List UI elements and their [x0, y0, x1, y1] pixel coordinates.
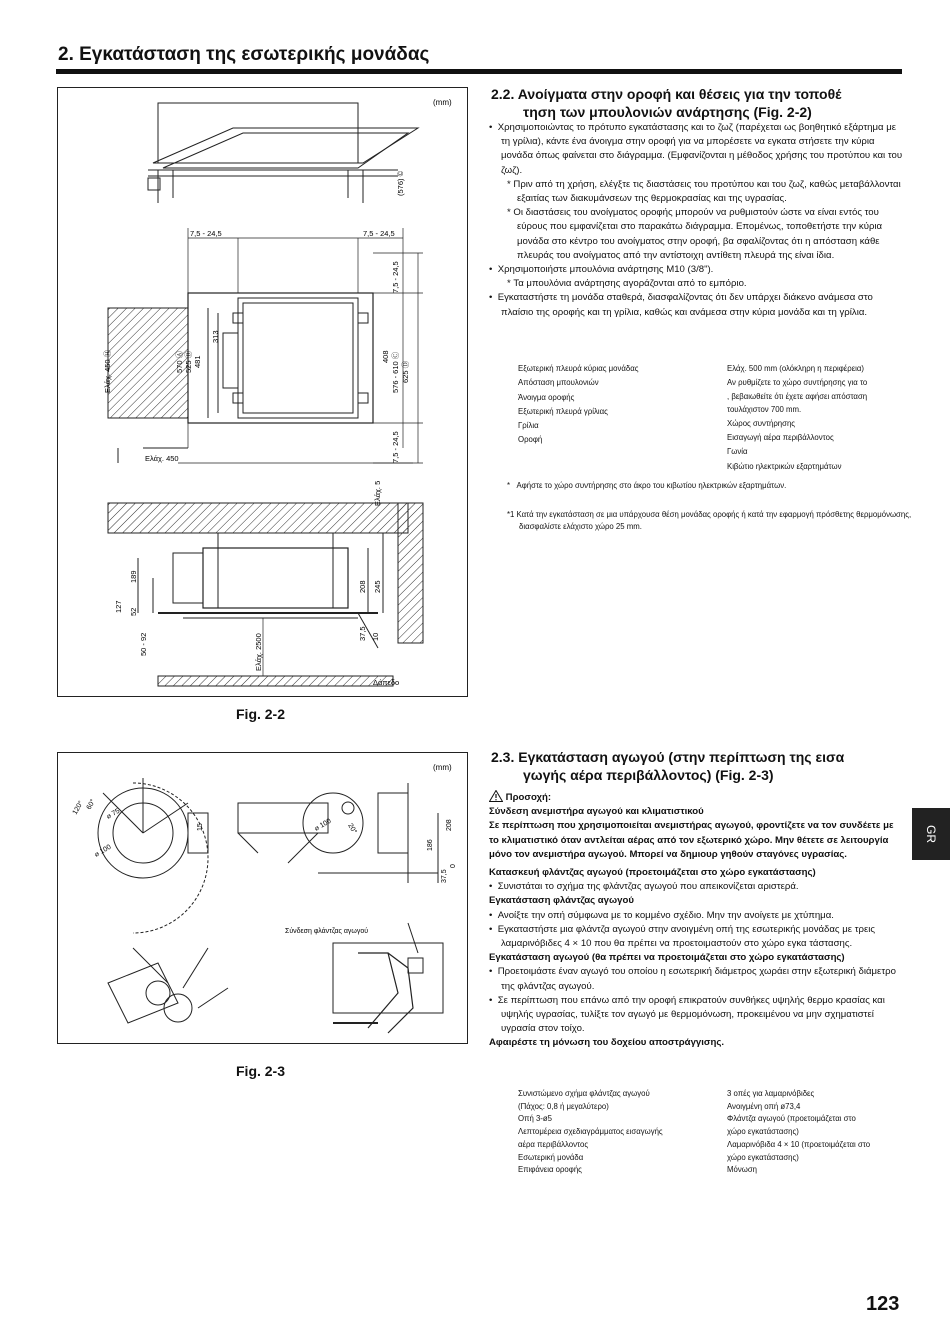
- dim-phi100b: ⌀ 100: [313, 817, 333, 833]
- dim-576: (576) ©: [396, 170, 405, 196]
- section-2-3-heading-line1: 2.3. Εγκατάσταση αγωγού (στην περίπτωση της εισα: [491, 749, 845, 765]
- legend-item: Εισαγωγή αέρα περιβάλλοντος: [727, 433, 834, 443]
- legend-item: Κιβώτιο ηλεκτρικών εξαρτημάτων: [727, 461, 842, 471]
- dim-481: 481: [193, 355, 202, 368]
- dim-313: 313: [211, 330, 220, 343]
- caution-block: [489, 790, 904, 805]
- legend-item: Χώρος συντήρησης: [727, 418, 796, 428]
- angle-60: 60°: [85, 798, 98, 811]
- bullet-template-text: Χρησιμοποιώντας το πρότυπο εγκατάστασης και το ζωζ (παρέχεται ως βοηθητικό εξάρτημα με τη γρίλια), κάντε ένα άνοιγμα στην οροφή για να μπορέσετε να εγκατα στήσετε την κύρια μονάδα όπως φαίνεται στο διάγραμμα. (Εμφανίζονται η μέθοδος χρήσης του προτύπου και του ζωζ).: [497, 122, 903, 176]
- sub-note-opening-range-text: Οι διαστάσεις του ανοίγματος οροφής μπορούν να ρυθμιστούν ώστε να είναι εντός του εύρους που εμφανίζεται στο παρακάτω διάγραμμα. Επομένως, τοποθετήστε την κύρια μονάδα στο κέντρο του ανοίγματος στην οροφή, βα σφαλίζοντας ότι η απόσταση κάθε πλευράς του ανοίγματος από την αντίστοιχη αντίθετη πλευρά της είναι ίδια.: [513, 207, 883, 261]
- dim-37-5: 37,5: [358, 626, 367, 641]
- bullet-fixing-text: Εγκαταστήστε τη μονάδα σταθερά, διασφαλίζοντας ότι δεν υπάρχει διάκενο ανάμεσα στο πλαίσιο της οροφής και τη γρίλια, καθώς και ανάμεσα στην κύρια μονάδα και τη γρίλια.: [497, 292, 873, 318]
- bullet-bolts: • Χρησιμοποιήστε μπουλόνια ανάρτησης M10 (3/8").: [489, 264, 714, 276]
- legend-item: Γρίλια: [518, 421, 539, 431]
- legend-item: χώρο εγκατάστασης): [727, 1127, 799, 1137]
- bullet-template: • Χρησιμοποιώντας το πρότυπο εγκατάστασης και το ζωζ (παρέχεται ως βοηθητικό εξάρτημα με τη γρίλια), κάντε ένα άνοιγμα στην οροφή για να μπορέσετε να εγκατα στήσετε την κύρια μονάδα όπως φαίνεται στο διάγραμμα. (Εμφανίζονται η μέθοδος χρήσης του προτύπου και του ζωζ).: [489, 122, 903, 176]
- dim-208: 208: [358, 580, 367, 593]
- floor-label: Δάπεδο: [373, 678, 400, 687]
- dim-245: 245: [373, 580, 382, 593]
- dim-phi75: ⌀ 75: [105, 807, 122, 821]
- bullet-bolts-text: Χρησιμοποιήστε μπουλόνια ανάρτησης M10 (3/8").: [497, 264, 714, 276]
- bullet-install-flange: • Εγκαταστήστε μια φλάντζα αγωγού στην ανοιγμένη οπή της εσωτερικής μονάδας με τρεις λαμαρινόβιδες 4 × 10 που θα πρέπει να προετοιμαστούν στο χώρο εγκα τάστασης.: [489, 923, 875, 950]
- caution-subtitle: Σύνδεση ανεμιστήρα αγωγού και κλιματιστικού: [489, 806, 704, 818]
- dim-570: 570 Ⓐ: [175, 350, 184, 373]
- section-2-2-body: [489, 121, 904, 320]
- bullet-insulation-text: Σε περίπτωση που επάνω από την οροφή επικρατούν συνθήκες υψηλής θερμο κρασίας και υψηλής υγρασίας, τυλίξτε τον αγωγό με θερμομόνωση, προκειμένου να μην σχηματιστεί υγρασία στον τοίχο.: [497, 994, 885, 1035]
- section-2-3-heading: [491, 748, 906, 784]
- figure-2-2-drawing: [58, 88, 467, 696]
- fig23-legend-left: [518, 1088, 718, 1177]
- heading-flange-make: Κατασκευή φλάντζας αγωγού (προετοιμάζεται στο χώρο εγκατάστασης): [489, 867, 816, 879]
- fig22-unit: (mm): [433, 98, 452, 107]
- bullet-fixing: • Εγκαταστήστε τη μονάδα σταθερά, διασφαλίζοντας ότι δεν υπάρχει διάκενο ανάμεσα στο πλαίσιο της οροφής και τη γρίλια, καθώς και ανάμεσα στην κύρια μονάδα και τη γρίλια.: [489, 292, 873, 318]
- legend-item: Απόσταση μπουλονιών: [518, 378, 599, 388]
- dim-208-b: 208: [446, 819, 453, 831]
- dim-7524-c: 7,5 - 24,5: [391, 261, 400, 293]
- angle-120: 120°: [71, 799, 85, 816]
- dim-10: 10: [371, 632, 380, 641]
- fig22-legend-right: [727, 362, 905, 474]
- note-1: *1 Κατά την εγκατάσταση σε μια υπάρχουσα θέση μονάδας οροφής ή κατά την εφαρμογή πρόσθετης θερμομόνωσης, διασφαλίστε ελάχιστο χώρο 25 mm.: [507, 510, 912, 531]
- sub-note-check-dimensions: * Πριν από τη χρήση, ελέγξτε τις διαστάσεις του προτύπου και του ζωζ, καθώς μεταβάλλονται εξαιτίας των διακυμάνσεων της θερμοκρασίας και της υγρασίας.: [507, 178, 901, 205]
- fig23-unit: (mm): [433, 763, 452, 772]
- legend-item: 3 οπές για λαμαρινόβιδες: [727, 1089, 815, 1098]
- fig23-legend-right: [727, 1088, 905, 1177]
- flange-shape: [98, 778, 208, 933]
- legend-item: Εσωτερική μονάδα: [518, 1152, 584, 1162]
- dim-37-5-b: 37,5: [441, 869, 448, 883]
- dim-7524-a: 7,5 - 24,5: [190, 229, 222, 238]
- legend-item: Ανοιγμένη οπή ø73,4: [727, 1101, 801, 1111]
- bullet-insulation: • Σε περίπτωση που επάνω από την οροφή επικρατούν συνθήκες υψηλής θερμο κρασίας και υψηλής υγρασίας, τυλίξτε τον αγωγό με θερμομόνωση, προκειμένου να μην σχηματιστεί υγρασία στον τοίχο.: [489, 994, 885, 1035]
- legend-item: Γωνία: [727, 447, 748, 457]
- legend-item: τουλάχιστον 700 mm.: [727, 404, 802, 414]
- plan-dimension-lines: [178, 228, 423, 463]
- legend-item: Άνοιγμα οροφής: [518, 392, 575, 402]
- legend-item: χώρο εγκατάστασης): [727, 1152, 799, 1162]
- flange-connection-label: Σύνδεση φλάντζας αγωγού: [285, 928, 369, 935]
- note-1-text: Κατά την εγκατάσταση σε μια υπάρχουσα θέση μονάδας οροφής ή κατά την εφαρμογή πρόσθετης θερμομόνωσης, διασφαλίστε ελάχιστο χώρο 25 mm.: [516, 510, 912, 531]
- legend-item: Οροφή: [518, 435, 543, 445]
- sub-note-opening-range: * Οι διαστάσεις του ανοίγματος οροφής μπορούν να ρυθμιστούν ώστε να είναι εντός του εύρους που εμφανίζεται στο παρακάτω διάγραμμα. Επομένως, τοποθετήστε την κύρια μονάδα στο κέντρο του ανοίγματος στην οροφή, βα σφαλίζοντας ότι η απόσταση κάθε πλευράς του ανοίγματος από την αντίστοιχη αντίθετη πλευρά της είναι ίδια.: [507, 207, 883, 261]
- page-title: 2. Εγκατάσταση της εσωτερικής μονάδας: [58, 44, 430, 65]
- caution-title: Προσοχή:: [505, 792, 552, 803]
- dim-elax5: Ελάχ. 5: [373, 480, 382, 506]
- legend-item: Αν ρυθμίζετε το χώρο συντήρησης για το: [727, 378, 868, 388]
- figure-2-3: [57, 752, 468, 1044]
- floor-hatch: [158, 676, 393, 686]
- dim-phi100: ⌀ 100: [93, 843, 113, 859]
- ceiling-slab: [108, 503, 408, 533]
- legend-item: Επιφάνεια οροφής: [518, 1165, 582, 1175]
- bullet-prepare-duct: • Προετοιμάστε έναν αγωγό του οποίου η εσωτερική διάμετρος χωράει στην εξωτερική διάμετρο της φλάντζας αγωγού.: [489, 966, 896, 992]
- language-tab: [912, 808, 950, 860]
- warning-icon: [489, 790, 503, 802]
- legend-item: Μόνωση: [727, 1165, 757, 1175]
- legend-item: Εξωτερική πλευρά γρίλιας: [518, 406, 608, 416]
- note-service-space-text: Αφήστε το χώρο συντήρησης στο άκρο του κιβωτίου ηλεκτρικών εξαρτημάτων.: [516, 481, 787, 490]
- figure-2-2: [57, 87, 468, 697]
- dim-186: 186: [427, 839, 434, 851]
- flange-installation-detail: [108, 923, 443, 1033]
- legend-item: Ελάχ. 500 mm (ολόκληρη η περιφέρεια): [727, 364, 865, 373]
- dim-elax450-v: Ελάχ. 450 Ⓗ: [103, 349, 112, 393]
- bullet-prepare-duct-text: Προετοιμάστε έναν αγωγό του οποίου η εσωτερική διάμετρος χωράει στην εξωτερική διάμετρο της φλάντζας αγωγού.: [497, 966, 896, 992]
- note-service-space: * Αφήστε το χώρο συντήρησης στο άκρο του κιβωτίου ηλεκτρικών εξαρτημάτων.: [507, 481, 787, 490]
- dim-elax450-h: Ελάχ. 450: [145, 454, 179, 463]
- legend-item: Φλάντζα αγωγού (προετοιμάζεται στο: [727, 1114, 856, 1124]
- dim-0: 0: [450, 864, 457, 868]
- fig-2-2-caption: Fig. 2-2: [236, 706, 286, 722]
- dim-15: 15: [197, 823, 204, 831]
- heading-duct-install: Εγκατάσταση αγωγού (θα πρέπει να προετοιμάζεται στο χώρο εγκατάστασης): [489, 952, 845, 964]
- language-tab-label: GR: [924, 825, 938, 843]
- dim-525: 525 Ⓑ: [184, 350, 193, 373]
- section-2-2-heading-line1: 2.2. Ανοίγματα στην οροφή και θέσεις για την τοποθέ: [491, 86, 842, 102]
- figure-2-3-drawing: [58, 753, 467, 1043]
- bullet-flange-shape: • Συνιστάται το σχήμα της φλάντζας αγωγού που απεικονίζεται αριστερά.: [489, 881, 799, 893]
- dim-576-610: 576 - 610 Ⓒ: [391, 351, 400, 393]
- dim-52: 52: [129, 607, 138, 616]
- dim-elax2500: Ελάχ. 2500: [254, 633, 263, 671]
- legend-item: Λαμαρινόβιδα 4 × 10 (προετοιμάζεται στο: [727, 1139, 871, 1149]
- legend-item: (Πάχος: 0,8 ή μεγαλύτερο): [518, 1101, 609, 1111]
- section-2-3-heading-line2: γωγής αέρα περιβάλλοντος) (Fig. 2-3): [523, 767, 774, 783]
- legend-item: Λεπτομέρεια σχεδιαγράμματος εισαγωγής: [518, 1127, 663, 1137]
- grille-perspective: [148, 103, 418, 203]
- heading-remove-insulation: Αφαιρέστε τη μόνωση του δοχείου αποστράγγισης.: [489, 1037, 724, 1049]
- sub-note-check-dimensions-text: Πριν από τη χρήση, ελέγξτε τις διαστάσεις του προτύπου και του ζωζ, καθώς μεταβάλλονται εξαιτίας των διακυμάνσεων της θερμοκρασίας και της υγρασίας.: [513, 178, 901, 205]
- legend-item: Οπή 3-ø5: [518, 1114, 552, 1124]
- legend-item: αέρα περιβάλλοντος: [518, 1139, 589, 1149]
- legend-item: Συνιστώμενο σχήμα φλάντζας αγωγού: [518, 1089, 650, 1098]
- caution-text: Σε περίπτωση που χρησιμοποιείται ανεμιστήρας αγωγού, φροντίζετε να τον συνδέετε με το κλιματιστικό όταν αντλείται αέρας από τον εξωτερικό χώρο. Μην θέτετε σε λειτουργία μόνο τον ανεμιστήρα αγωγού. Μπορεί να δημιουρ γηθούν σταγόνες υγρασίας.: [489, 820, 894, 860]
- page-number: 123: [866, 1293, 900, 1315]
- dim-127: 127: [114, 600, 123, 613]
- dim-189: 189: [129, 570, 138, 583]
- dim-7524-b: 7,5 - 24,5: [363, 229, 395, 238]
- bullet-open-hole: • Ανοίξτε την οπή σύμφωνα με το κομμένο σχέδιο. Μην την ανοίγετε με χτύπημα.: [489, 909, 834, 921]
- heading-flange-install: Εγκατάσταση φλάντζας αγωγού: [489, 895, 634, 907]
- bullet-open-hole-text: Ανοίξτε την οπή σύμφωνα με το κομμένο σχέδιο. Μην την ανοίγετε με χτύπημα.: [497, 909, 834, 921]
- section-2-3-body: [489, 790, 904, 1051]
- fig-2-3-caption: Fig. 2-3: [236, 1063, 286, 1079]
- section-view: [138, 533, 383, 648]
- dim-7524-d: 7,5 - 24,5: [391, 431, 400, 463]
- title-rule: [56, 69, 902, 74]
- section-2-2-heading-line2: τηση των μπουλονιών ανάρτησης (Fig. 2-2): [523, 104, 812, 120]
- sub-note-bolts: * Τα μπουλόνια ανάρτησης αγοράζονται από το εμπόριο.: [507, 278, 747, 290]
- legend-item: , βεβαιωθείτε ότι έχετε αφήσει απόσταση: [727, 391, 868, 401]
- sub-note-bolts-text: Τα μπουλόνια ανάρτησης αγοράζονται από το εμπόριο.: [513, 278, 747, 290]
- unit-perspective: [238, 783, 438, 883]
- dim-408: 408: [381, 350, 390, 363]
- bullet-install-flange-text: Εγκαταστήστε μια φλάντζα αγωγού στην ανοιγμένη οπή της εσωτερικής μονάδας με τρεις λαμαρινόβιδες 4 × 10 που θα πρέπει να προετοιμαστούν στο χώρο εγκα τάστασης.: [497, 923, 875, 950]
- dim-50-92: 50 - 92: [139, 632, 148, 656]
- angle-20: 20°: [346, 822, 358, 836]
- section-2-2-heading: [491, 85, 906, 121]
- fig22-legend-left: [518, 362, 718, 448]
- bullet-flange-shape-text: Συνιστάται το σχήμα της φλάντζας αγωγού που απεικονίζεται αριστερά.: [497, 881, 799, 893]
- legend-item: Εξωτερική πλευρά κύριας μονάδας: [518, 364, 639, 373]
- wall-hatch: [398, 503, 423, 643]
- dim-625: 625 Ⓓ: [401, 360, 410, 383]
